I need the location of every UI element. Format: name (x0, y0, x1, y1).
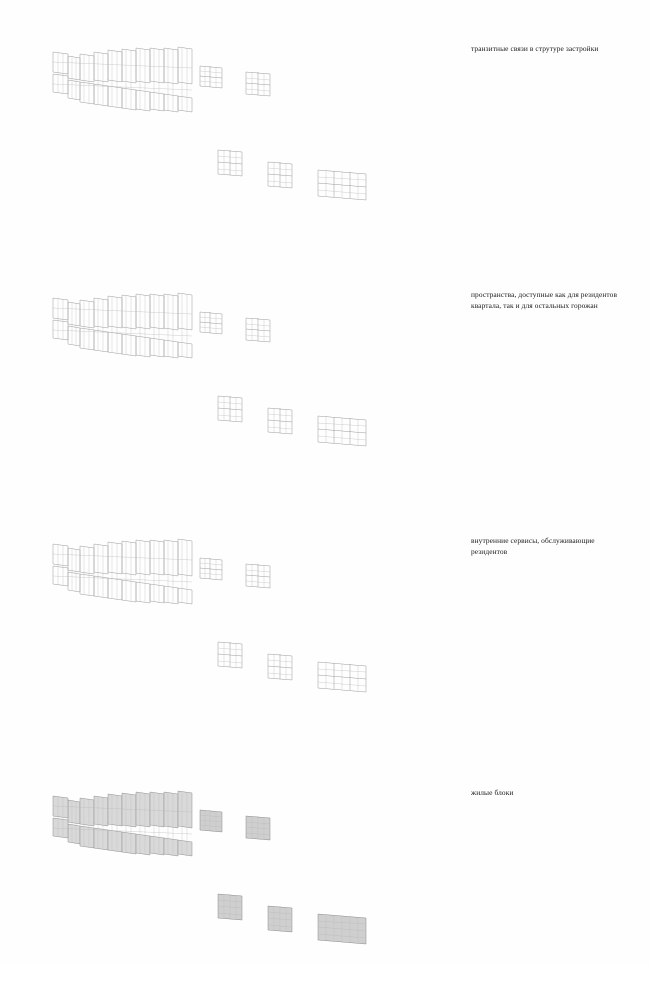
long-linear-block-inner-lines (53, 294, 192, 358)
diagram-panel-public-spaces (0, 260, 650, 508)
diagram-panel-transit (0, 14, 650, 262)
diagram-panel-internal-services (0, 506, 650, 754)
long-linear-block-row (53, 293, 192, 358)
lower-square-block-b (268, 654, 292, 680)
site-plan-drawing (50, 274, 450, 499)
lower-wide-block-inner (318, 662, 366, 691)
lower-wide-block-inner (318, 170, 366, 199)
plan-group-lower (218, 894, 366, 944)
plan-group-lower (218, 150, 366, 200)
site-plan-drawing (50, 520, 450, 745)
long-linear-block-row (53, 47, 192, 112)
long-linear-block-row (53, 791, 192, 856)
lower-square-block-b (268, 162, 292, 188)
site-plan-svg (50, 28, 450, 253)
site-plan-drawing (50, 28, 450, 253)
site-plan-drawing (50, 772, 450, 997)
lower-square-block-a (218, 396, 242, 422)
plan-group-upper (53, 293, 270, 358)
panel-caption: внутренние сервисы, обслуживающие резидентов (471, 536, 595, 556)
small-square-block-b (246, 318, 270, 342)
panel-caption: пространства, доступные как для резидентов квартала, так и для остальных горожан (471, 290, 618, 310)
plan-group-lower (218, 642, 366, 692)
small-square-block-a (200, 312, 222, 334)
diagram-panel-residential-blocks (0, 758, 650, 1006)
site-plan-svg (50, 274, 450, 499)
plan-group-upper (53, 791, 270, 856)
long-linear-block-inner-lines (53, 540, 192, 604)
small-square-block-b (246, 564, 270, 588)
small-square-block-b (246, 72, 270, 96)
long-linear-block-inner-lines (53, 48, 192, 112)
site-plan-svg (50, 520, 450, 745)
plan-group-lower (218, 396, 366, 446)
small-square-block-a (200, 66, 222, 88)
panel-caption: жилые блоки (471, 788, 514, 797)
plan-group-upper (53, 539, 270, 604)
site-plan-svg (50, 772, 450, 997)
lower-square-block-b (268, 408, 292, 434)
long-linear-block-row (53, 539, 192, 604)
plan-group-upper (53, 47, 270, 112)
small-square-block-a (200, 558, 222, 580)
panel-caption: транзитные связи в струтуре застройки (471, 44, 599, 53)
lower-square-block-a (218, 150, 242, 176)
lower-square-block-a (218, 642, 242, 668)
lower-wide-block-inner (318, 416, 366, 445)
